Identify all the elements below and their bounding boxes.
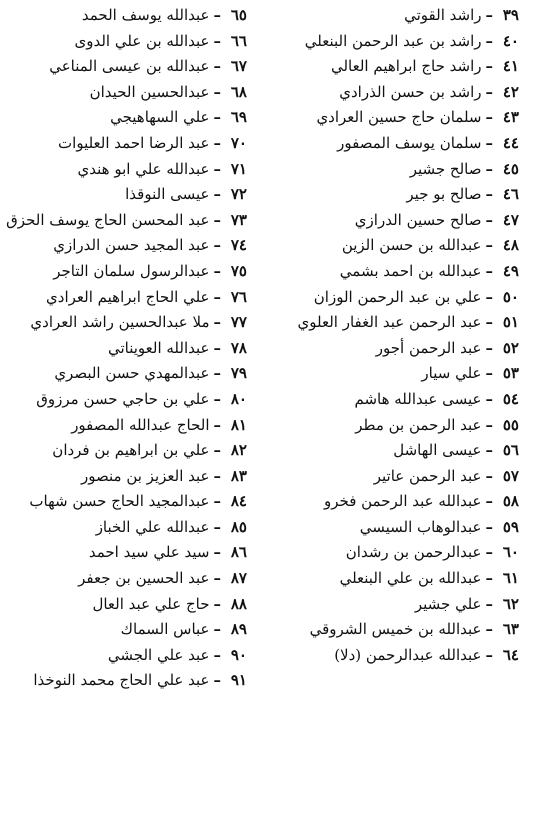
entry-name: عبدالله العويناتي bbox=[107, 338, 210, 357]
entry-number: ٤٤ bbox=[502, 133, 519, 152]
list-item bbox=[7, 285, 247, 311]
entry-number: ٥٨ bbox=[502, 492, 519, 511]
entry-number: ٧٠ bbox=[230, 133, 247, 152]
entry-number: ٥٩ bbox=[502, 517, 519, 536]
entry-separator: – bbox=[213, 82, 221, 101]
entry-separator: – bbox=[213, 31, 221, 50]
entry-name: علي السهاهيجي bbox=[110, 108, 210, 127]
entry-separator: – bbox=[213, 441, 221, 460]
entry-name: عيسى الهاشل bbox=[393, 441, 482, 460]
entry-number: ٥٣ bbox=[502, 364, 519, 383]
list-item bbox=[7, 387, 247, 413]
list-item bbox=[7, 489, 247, 515]
entry-separator: – bbox=[213, 159, 221, 178]
entry-name: صالح جشير bbox=[409, 159, 482, 178]
entry-name: عبدالوهاب السيسي bbox=[359, 517, 482, 536]
entry-separator: – bbox=[213, 210, 221, 229]
entry-number: ٩٠ bbox=[230, 645, 247, 664]
entry-name: الحاج عبدالله المصفور bbox=[71, 415, 210, 434]
entry-name: عبدالمهدي حسن البصري bbox=[54, 364, 210, 383]
list-item bbox=[7, 336, 247, 362]
entry-separator: – bbox=[213, 645, 221, 664]
list-item bbox=[7, 566, 247, 592]
list-item bbox=[7, 233, 247, 259]
entry-name: عبدالرحمن بن رشدان bbox=[345, 543, 482, 562]
entry-number: ٧٢ bbox=[230, 185, 247, 204]
name-list-right-column bbox=[279, 3, 519, 668]
entry-number: ٥٠ bbox=[502, 287, 519, 306]
list-item bbox=[279, 361, 519, 387]
entry-separator: – bbox=[485, 569, 493, 588]
entry-separator: – bbox=[485, 31, 493, 50]
list-item bbox=[279, 489, 519, 515]
list-item bbox=[7, 131, 247, 157]
entry-separator: – bbox=[213, 415, 221, 434]
entry-separator: – bbox=[213, 517, 221, 536]
list-item bbox=[279, 285, 519, 311]
list-item bbox=[279, 387, 519, 413]
entry-number: ٤٦ bbox=[502, 185, 519, 204]
entry-name: عبد الرحمن أجور bbox=[375, 338, 482, 357]
entry-name: عبدالله بن علي الدوى bbox=[74, 31, 210, 50]
entry-separator: – bbox=[485, 261, 493, 280]
entry-number: ٨٥ bbox=[230, 517, 247, 536]
entry-separator: – bbox=[485, 133, 493, 152]
entry-number: ٥٢ bbox=[502, 338, 519, 357]
entry-number: ٥٤ bbox=[502, 389, 519, 408]
list-item bbox=[7, 80, 247, 106]
name-list-left-column bbox=[7, 3, 247, 694]
entry-separator: – bbox=[213, 57, 221, 76]
entry-separator: – bbox=[485, 287, 493, 306]
entry-separator: – bbox=[213, 594, 221, 613]
list-item bbox=[279, 3, 519, 29]
entry-name: سلمان يوسف المصفور bbox=[337, 133, 482, 152]
entry-separator: – bbox=[485, 159, 493, 178]
entry-number: ٥٧ bbox=[502, 466, 519, 485]
entry-separator: – bbox=[485, 82, 493, 101]
list-item bbox=[279, 233, 519, 259]
entry-number: ٦٧ bbox=[230, 57, 247, 76]
entry-name: سيد علي سيد احمد bbox=[88, 543, 210, 562]
list-item bbox=[7, 310, 247, 336]
entry-name: عبدالله عبدالرحمن (دلا) bbox=[334, 645, 482, 664]
entry-name: عبد الرحمن عاتير bbox=[373, 466, 482, 485]
list-item bbox=[279, 310, 519, 336]
entry-separator: – bbox=[485, 108, 493, 127]
entry-name: راشد حاج ابراهيم العالي bbox=[330, 57, 482, 76]
entry-separator: – bbox=[485, 338, 493, 357]
entry-separator: – bbox=[485, 543, 493, 562]
entry-number: ٥١ bbox=[502, 313, 519, 332]
list-item bbox=[279, 259, 519, 285]
entry-number: ٧٣ bbox=[230, 210, 247, 229]
entry-name: علي جشير bbox=[414, 594, 482, 613]
list-item bbox=[7, 208, 247, 234]
list-item bbox=[7, 259, 247, 285]
entry-name: عبد العزيز بن منصور bbox=[80, 466, 210, 485]
list-item bbox=[279, 566, 519, 592]
entry-separator: – bbox=[213, 466, 221, 485]
list-item bbox=[7, 515, 247, 541]
list-item bbox=[7, 540, 247, 566]
entry-number: ٦٩ bbox=[230, 108, 247, 127]
entry-name: عبد علي الجشي bbox=[107, 645, 210, 664]
list-item bbox=[279, 29, 519, 55]
entry-number: ٩١ bbox=[230, 671, 247, 690]
entry-name: عبدالله بن حسن الزين bbox=[341, 236, 482, 255]
entry-number: ٤٩ bbox=[502, 261, 519, 280]
entry-name: راشد القوتي bbox=[404, 6, 482, 24]
entry-separator: – bbox=[485, 364, 493, 383]
entry-separator: – bbox=[213, 6, 221, 24]
entry-name: عبد الرضا احمد العليوات bbox=[58, 133, 210, 152]
entry-separator: – bbox=[485, 620, 493, 639]
entry-name: صالح حسين الدرازي bbox=[354, 210, 482, 229]
entry-number: ٨٨ bbox=[230, 594, 247, 613]
entry-name: عبدالله بن علي البنعلي bbox=[339, 569, 482, 588]
list-item bbox=[279, 592, 519, 618]
list-item bbox=[279, 643, 519, 669]
entry-number: ٥٥ bbox=[502, 415, 519, 434]
entry-name: عبدالله بن احمد بشمي bbox=[339, 261, 482, 280]
entry-name: علي الحاج ابراهيم العرادي bbox=[46, 287, 210, 306]
entry-number: ٨١ bbox=[230, 415, 247, 434]
entry-name: عبدالله علي الخباز bbox=[95, 517, 210, 536]
entry-separator: – bbox=[213, 133, 221, 152]
entry-name: عباس السماك bbox=[120, 620, 210, 639]
list-item bbox=[279, 208, 519, 234]
entry-name: عبدالله يوسف الحمد bbox=[81, 6, 210, 24]
list-item bbox=[279, 157, 519, 183]
list-item bbox=[7, 29, 247, 55]
entry-number: ٤١ bbox=[502, 57, 519, 76]
entry-separator: – bbox=[213, 185, 221, 204]
entry-name: علي بن عبد الرحمن الوزان bbox=[313, 287, 482, 306]
entry-separator: – bbox=[485, 6, 493, 24]
entry-name: عبدالرسول سلمان التاجر bbox=[53, 261, 210, 280]
entry-separator: – bbox=[213, 492, 221, 511]
entry-separator: – bbox=[485, 594, 493, 613]
entry-number: ٦٠ bbox=[502, 543, 519, 562]
entry-name: عبدالله بن خميس الشروقي bbox=[309, 620, 482, 639]
list-item bbox=[279, 438, 519, 464]
list-item bbox=[279, 182, 519, 208]
entry-name: عيسى النوقذا bbox=[125, 185, 210, 204]
entry-number: ٧٧ bbox=[230, 313, 247, 332]
entry-separator: – bbox=[485, 210, 493, 229]
entry-name: علي بن ابراهيم بن فردان bbox=[52, 441, 210, 460]
list-item bbox=[279, 515, 519, 541]
list-item bbox=[7, 157, 247, 183]
entry-separator: – bbox=[485, 57, 493, 76]
entry-number: ٤٠ bbox=[502, 31, 519, 50]
list-item bbox=[7, 438, 247, 464]
entry-number: ٤٧ bbox=[502, 210, 519, 229]
entry-number: ٧٦ bbox=[230, 287, 247, 306]
entry-number: ٤٣ bbox=[502, 108, 519, 127]
entry-number: ٧٤ bbox=[230, 236, 247, 255]
entry-separator: – bbox=[485, 517, 493, 536]
list-item bbox=[279, 617, 519, 643]
list-item bbox=[279, 80, 519, 106]
entry-name: عبدالله عبد الرحمن فخرو bbox=[324, 492, 482, 511]
entry-number: ٨٤ bbox=[230, 492, 247, 511]
list-item bbox=[279, 54, 519, 80]
entry-name: صالح بو جير bbox=[406, 185, 482, 204]
entry-number: ٦٤ bbox=[502, 645, 519, 664]
entry-name: عبدالحسين الحيدان bbox=[89, 82, 210, 101]
entry-number: ٧٩ bbox=[230, 364, 247, 383]
list-item bbox=[279, 464, 519, 490]
list-item bbox=[7, 668, 247, 694]
entry-separator: – bbox=[485, 645, 493, 664]
entry-number: ٦٥ bbox=[230, 6, 247, 24]
entry-number: ٨٠ bbox=[230, 389, 247, 408]
entry-name: عبدالله علي ابو هندي bbox=[77, 159, 210, 178]
entry-separator: – bbox=[213, 620, 221, 639]
list-item bbox=[279, 413, 519, 439]
entry-number: ٨٧ bbox=[230, 569, 247, 588]
list-item bbox=[279, 105, 519, 131]
entry-number: ٤٨ bbox=[502, 236, 519, 255]
entry-number: ٨٣ bbox=[230, 466, 247, 485]
entry-name: عبدالمجيد الحاج حسن شهاب bbox=[29, 492, 210, 511]
list-item bbox=[7, 413, 247, 439]
list-item bbox=[279, 131, 519, 157]
entry-number: ٦٢ bbox=[502, 594, 519, 613]
entry-separator: – bbox=[485, 415, 493, 434]
entry-separator: – bbox=[213, 569, 221, 588]
entry-separator: – bbox=[485, 441, 493, 460]
entry-name: عيسى عبدالله هاشم bbox=[354, 389, 482, 408]
entry-separator: – bbox=[485, 185, 493, 204]
entry-number: ٧٥ bbox=[230, 261, 247, 280]
entry-number: ٦٦ bbox=[230, 31, 247, 50]
entry-name: عبد المجيد حسن الدرازي bbox=[53, 236, 210, 255]
entry-name: عبد الرحمن عبد الغفار العلوي bbox=[297, 313, 482, 332]
entry-separator: – bbox=[213, 261, 221, 280]
entry-name: راشد بن عبد الرحمن البنعلي bbox=[304, 31, 482, 50]
entry-separator: – bbox=[213, 108, 221, 127]
list-item bbox=[7, 54, 247, 80]
entry-name: عبد المحسن الحاج يوسف الحزق bbox=[6, 210, 210, 229]
entry-name: حاج علي عبد العال bbox=[92, 594, 210, 613]
entry-name: عبدالله بن عيسى المناعي bbox=[49, 57, 210, 76]
entry-name: علي سيار bbox=[421, 364, 482, 383]
entry-separator: – bbox=[485, 492, 493, 511]
entry-separator: – bbox=[213, 313, 221, 332]
list-item bbox=[7, 592, 247, 618]
entry-number: ٤٢ bbox=[502, 82, 519, 101]
entry-separator: – bbox=[485, 313, 493, 332]
entry-name: عبد علي الحاج محمد النوخذا bbox=[33, 671, 210, 690]
entry-number: ٦٨ bbox=[230, 82, 247, 101]
entry-name: ملا عبدالحسين راشد العرادي bbox=[30, 313, 210, 332]
entry-separator: – bbox=[485, 466, 493, 485]
entry-name: عبد الرحمن بن مطر bbox=[355, 415, 482, 434]
entry-number: ٨٦ bbox=[230, 543, 247, 562]
entry-separator: – bbox=[213, 389, 221, 408]
entry-separator: – bbox=[213, 338, 221, 357]
entry-name: عبد الحسين بن جعفر bbox=[78, 569, 210, 588]
entry-number: ٨٩ bbox=[230, 620, 247, 639]
list-item bbox=[7, 464, 247, 490]
entry-separator: – bbox=[213, 671, 221, 690]
entry-separator: – bbox=[485, 236, 493, 255]
list-item bbox=[7, 617, 247, 643]
entry-number: ٦١ bbox=[502, 569, 519, 588]
list-item bbox=[7, 361, 247, 387]
list-item bbox=[7, 643, 247, 669]
entry-number: ٣٩ bbox=[502, 6, 519, 24]
entry-separator: – bbox=[485, 389, 493, 408]
list-item bbox=[7, 3, 247, 29]
entry-number: ٧١ bbox=[230, 159, 247, 178]
entry-separator: – bbox=[213, 364, 221, 383]
entry-number: ٧٨ bbox=[230, 338, 247, 357]
list-item bbox=[279, 540, 519, 566]
list-item bbox=[279, 336, 519, 362]
list-item bbox=[7, 105, 247, 131]
list-item bbox=[7, 182, 247, 208]
entry-separator: – bbox=[213, 543, 221, 562]
entry-name: سلمان حاج حسين العرادي bbox=[316, 108, 482, 127]
entry-number: ٥٦ bbox=[502, 441, 519, 460]
entry-name: علي بن حاجي حسن مرزوق bbox=[36, 389, 210, 408]
entry-number: ٤٥ bbox=[502, 159, 519, 178]
entry-number: ٨٢ bbox=[230, 441, 247, 460]
entry-separator: – bbox=[213, 287, 221, 306]
entry-separator: – bbox=[213, 236, 221, 255]
entry-number: ٦٣ bbox=[502, 620, 519, 639]
entry-name: راشد بن حسن الذرادي bbox=[339, 82, 482, 101]
